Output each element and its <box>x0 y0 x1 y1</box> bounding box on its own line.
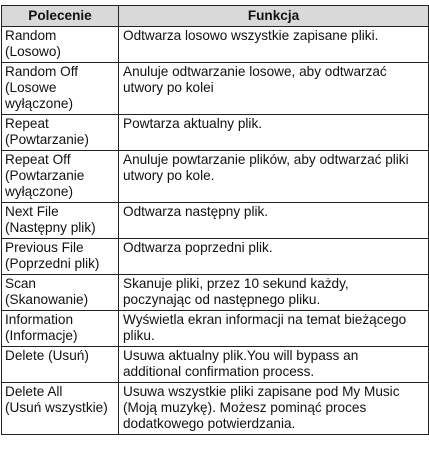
function-text-line: Wyświetla ekran informacji na temat bieżącego <box>123 312 407 327</box>
function-text-line: pliku. <box>123 328 155 343</box>
command-text-line: Previous File <box>5 240 84 255</box>
command-text-line: (Usuń wszystkie) <box>5 400 108 415</box>
command-text-line: (Informacje) <box>5 328 78 343</box>
function-text-line: Odtwarza losowo wszystkie zapisane pliki. <box>123 28 379 43</box>
function-cell <box>119 347 429 383</box>
function-cell <box>119 383 429 435</box>
command-text-line: Delete (Usuń) <box>5 348 89 363</box>
function-text-line: dodatkowego potwierdzania. <box>123 416 296 431</box>
command-text-line: Random Off <box>5 64 79 79</box>
command-text-line: Delete All <box>5 384 63 399</box>
table-row <box>2 239 429 275</box>
function-text-line: Odtwarza następny plik. <box>123 204 269 219</box>
function-cell <box>119 311 429 347</box>
command-text-line: Scan <box>5 276 36 291</box>
table-row <box>2 311 429 347</box>
table-row <box>2 27 429 63</box>
function-text-line: additional confirmation process. <box>123 364 315 379</box>
header-row <box>2 6 429 27</box>
function-text-line: Usuwa aktualny plik.You will bypass an <box>123 348 359 363</box>
function-text-line: Skanuje pliki, przez 10 sekund każdy, <box>123 276 349 291</box>
table-row <box>2 383 429 435</box>
function-text-line: Anuluje powtarzanie plików, aby odtwarzać pliki <box>123 152 409 167</box>
function-text-line: Powtarza aktualny plik. <box>123 116 263 131</box>
table-row <box>2 151 429 203</box>
table-row <box>2 115 429 151</box>
command-text-line: (Powtarzanie <box>5 168 85 183</box>
table-row <box>2 63 429 115</box>
command-text-line: Next File <box>5 204 59 219</box>
command-text-line: (Następny plik) <box>5 220 96 235</box>
command-text-line: wyłączone) <box>5 96 73 111</box>
commands-table <box>1 5 429 435</box>
function-cell <box>119 151 429 203</box>
command-text-line: Repeat Off <box>5 152 71 167</box>
command-text-line: (Losowe <box>5 80 57 95</box>
function-cell <box>119 275 429 311</box>
function-cell <box>119 239 429 275</box>
table-row <box>2 347 429 383</box>
command-text-line: Random <box>5 28 57 43</box>
command-text-line: Repeat <box>5 116 49 131</box>
table-row <box>2 275 429 311</box>
column-header-command: Polecenie <box>2 6 119 27</box>
table-body <box>2 27 429 435</box>
function-text-line: utwory po kole. <box>123 168 215 183</box>
column-header-function: Funkcja <box>119 6 429 27</box>
function-cell <box>119 115 429 151</box>
command-text-line: wyłączone) <box>5 184 73 199</box>
function-cell <box>119 63 429 115</box>
function-text-line: utwory po kolei <box>123 80 214 95</box>
table-header <box>2 6 429 27</box>
command-text-line: (Skanowanie) <box>5 292 89 307</box>
command-cell <box>2 311 119 347</box>
command-text-line: (Poprzedni plik) <box>5 256 100 271</box>
command-cell <box>2 275 119 311</box>
command-text-line: Information <box>5 312 74 327</box>
command-cell <box>2 203 119 239</box>
function-text-line: Anuluje odtwarzanie losowe, aby odtwarzać <box>123 64 387 79</box>
command-cell <box>2 347 119 383</box>
function-text-line: Odtwarza poprzedni plik. <box>123 240 273 255</box>
function-text-line: Usuwa wszystkie pliki zapisane pod My Music <box>123 384 400 399</box>
command-text-line: (Powtarzanie) <box>5 132 89 147</box>
command-cell <box>2 115 119 151</box>
command-text-line: (Losowo) <box>5 44 61 59</box>
command-cell <box>2 151 119 203</box>
command-cell <box>2 63 119 115</box>
function-text-line: (Moją muzykę). Możesz pominąć proces <box>123 400 367 415</box>
function-text-line: poczynając od następnego pliku. <box>123 292 321 307</box>
command-cell <box>2 383 119 435</box>
function-cell <box>119 203 429 239</box>
function-cell <box>119 27 429 63</box>
command-cell <box>2 239 119 275</box>
command-cell <box>2 27 119 63</box>
table-row <box>2 203 429 239</box>
